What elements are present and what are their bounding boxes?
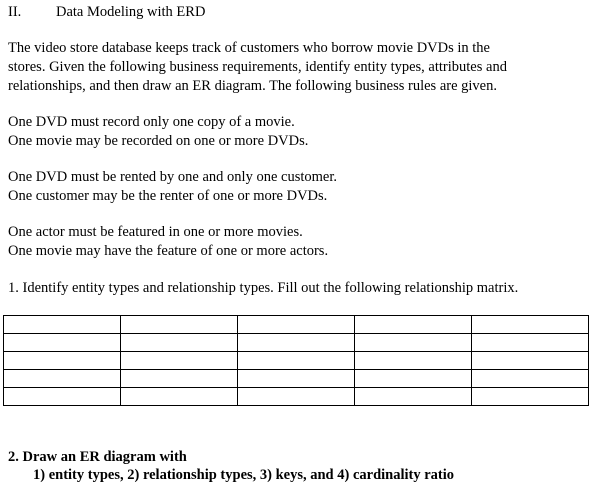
rule-1b: One movie may be recorded on one or more DVDs. <box>8 133 309 149</box>
rule-3b: One movie may have the feature of one or more actors. <box>8 243 329 259</box>
rule-1a: One DVD must record only one copy of a movie. <box>8 114 295 130</box>
matrix-cell[interactable] <box>355 334 472 352</box>
matrix-row <box>4 388 589 406</box>
rule-2a: One DVD must be rented by one and only one customer. <box>8 169 337 185</box>
matrix-cell[interactable] <box>238 334 355 352</box>
question-2-title: 2. Draw an ER diagram with <box>8 449 187 465</box>
section-title: Data Modeling with ERD <box>56 4 206 20</box>
question-1: 1. Identify entity types and relationship types. Fill out the following relationship matrix. <box>8 280 519 296</box>
matrix-row <box>4 316 589 334</box>
matrix-cell[interactable] <box>238 352 355 370</box>
matrix-cell[interactable] <box>4 334 121 352</box>
matrix-cell[interactable] <box>472 316 589 334</box>
section-heading <box>8 3 205 22</box>
section-number: II. <box>8 4 22 20</box>
intro-line-3: relationships, and then draw an ER diagram. The following business rules are given. <box>8 78 497 94</box>
matrix-cell[interactable] <box>355 388 472 406</box>
intro-line-2: stores. Given the following business requirements, identify entity types, attributes and <box>8 59 507 75</box>
matrix-cell[interactable] <box>4 388 121 406</box>
rule-3a: One actor must be featured in one or more movies. <box>8 224 303 240</box>
matrix-cell[interactable] <box>121 352 238 370</box>
intro-line-1: The video store database keeps track of customers who borrow movie DVDs in the <box>8 40 490 56</box>
matrix-row <box>4 352 589 370</box>
matrix-cell[interactable] <box>121 388 238 406</box>
matrix-row <box>4 334 589 352</box>
matrix-cell[interactable] <box>121 334 238 352</box>
matrix-cell[interactable] <box>472 388 589 406</box>
matrix-cell[interactable] <box>4 316 121 334</box>
matrix-cell[interactable] <box>121 316 238 334</box>
matrix-cell[interactable] <box>4 370 121 388</box>
matrix-cell[interactable] <box>238 370 355 388</box>
question-2-items: 1) entity types, 2) relationship types, 3) keys, and 4) cardinality ratio <box>33 467 455 483</box>
matrix-cell[interactable] <box>472 334 589 352</box>
matrix-row <box>4 370 589 388</box>
matrix-cell[interactable] <box>238 388 355 406</box>
matrix-cell[interactable] <box>121 370 238 388</box>
rule-2b: One customer may be the renter of one or more DVDs. <box>8 188 328 204</box>
matrix-cell[interactable] <box>355 352 472 370</box>
matrix-cell[interactable] <box>355 316 472 334</box>
matrix-cell[interactable] <box>355 370 472 388</box>
relationship-matrix <box>3 315 589 406</box>
matrix-cell[interactable] <box>472 352 589 370</box>
matrix-cell[interactable] <box>472 370 589 388</box>
matrix-cell[interactable] <box>238 316 355 334</box>
matrix-cell[interactable] <box>4 352 121 370</box>
